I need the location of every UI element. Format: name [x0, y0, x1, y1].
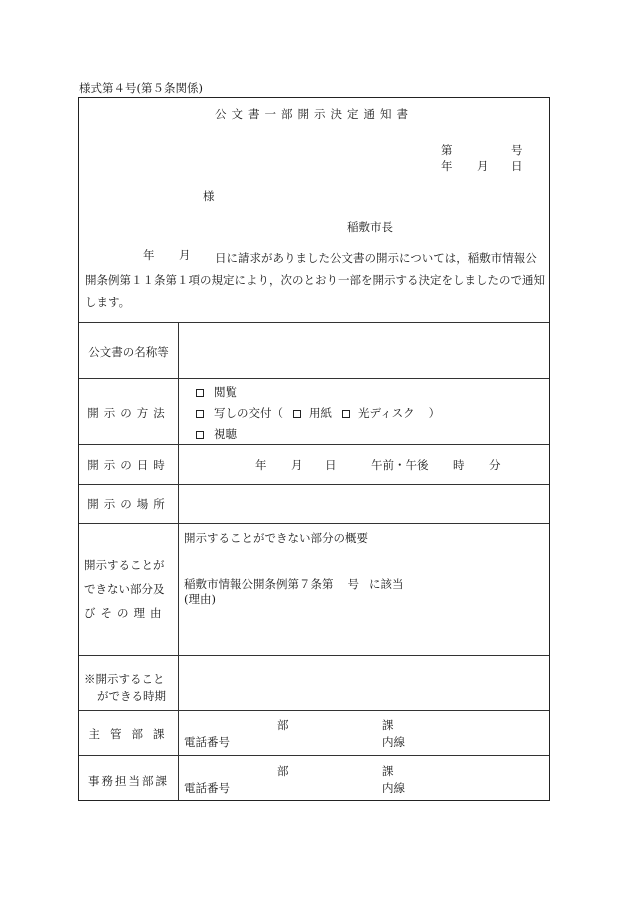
number-dai: 第: [441, 143, 453, 157]
available-time-label-1: ※開示すること: [84, 672, 165, 686]
method-option-copy: 写しの交付（ 用紙 光ディスク ）: [196, 405, 440, 421]
addressee-suffix: 様: [203, 189, 215, 203]
responsible-dept-bu: 部: [277, 718, 289, 732]
available-time-label-2: ができる時期: [97, 689, 166, 703]
datetime-hour: 時: [453, 458, 465, 472]
date-year: 年: [441, 159, 453, 173]
datetime-year: 年: [255, 458, 267, 472]
datetime-minute: 分: [489, 458, 501, 472]
datetime-month: 月: [291, 458, 303, 472]
date-month: 月: [477, 159, 489, 173]
issuer-name: 稲敷市長: [347, 220, 393, 234]
checkbox-icon[interactable]: [196, 410, 204, 418]
responsible-dept-label: 主管部課: [88, 727, 175, 741]
form-title: 公文書一部開示決定通知書: [215, 107, 413, 121]
number-go: 号: [511, 143, 523, 157]
method-option-view: 閲覧: [196, 384, 237, 400]
datetime-day: 日: [325, 458, 337, 472]
office-dept-label: 事務担当部課: [88, 774, 169, 788]
ordinance-reference: 稲敷市情報公開条例第７条第 号 に該当: [184, 577, 404, 591]
checkbox-icon[interactable]: [196, 389, 204, 397]
office-dept-phone: 電話番号: [184, 781, 230, 795]
method-label: 開示の方法: [87, 406, 170, 420]
checkbox-icon[interactable]: [196, 431, 204, 439]
notice-form: [78, 97, 550, 801]
undisclosed-label-2: できない部分及: [84, 582, 165, 596]
datetime-label: 開示の日時: [87, 458, 170, 472]
reason-label: (理由): [184, 592, 216, 606]
responsible-dept-extension: 内線: [382, 735, 405, 749]
doc-name-label: 公文書の名称等: [88, 345, 169, 359]
responsible-dept-ka: 課: [382, 718, 394, 732]
office-dept-ka: 課: [382, 764, 394, 778]
intro-text: 日に請求がありました公文書の開示については，稲敷市情報公開条例第１１条第１項の規定により，次のとおり一部を開示する決定をしましたので通知します。: [85, 251, 545, 309]
responsible-dept-phone: 電話番号: [184, 735, 230, 749]
checkbox-icon[interactable]: [342, 410, 350, 418]
office-dept-extension: 内線: [382, 781, 405, 795]
intro-year: 年: [143, 248, 155, 262]
intro-month: 月: [179, 248, 191, 262]
method-option-listen: 視聴: [196, 426, 237, 442]
office-dept-bu: 部: [277, 764, 289, 778]
date-day: 日: [511, 159, 523, 173]
form-label: 様式第４号(第５条関係): [79, 81, 203, 95]
undisclosed-summary-label: 開示することができない部分の概要: [184, 531, 368, 545]
datetime-ampm: 午前・午後: [371, 458, 429, 472]
undisclosed-label-3: びその理由: [84, 606, 167, 620]
place-label: 開示の場所: [87, 497, 170, 511]
undisclosed-label-1: 開示することが: [84, 558, 165, 572]
checkbox-icon[interactable]: [293, 410, 301, 418]
